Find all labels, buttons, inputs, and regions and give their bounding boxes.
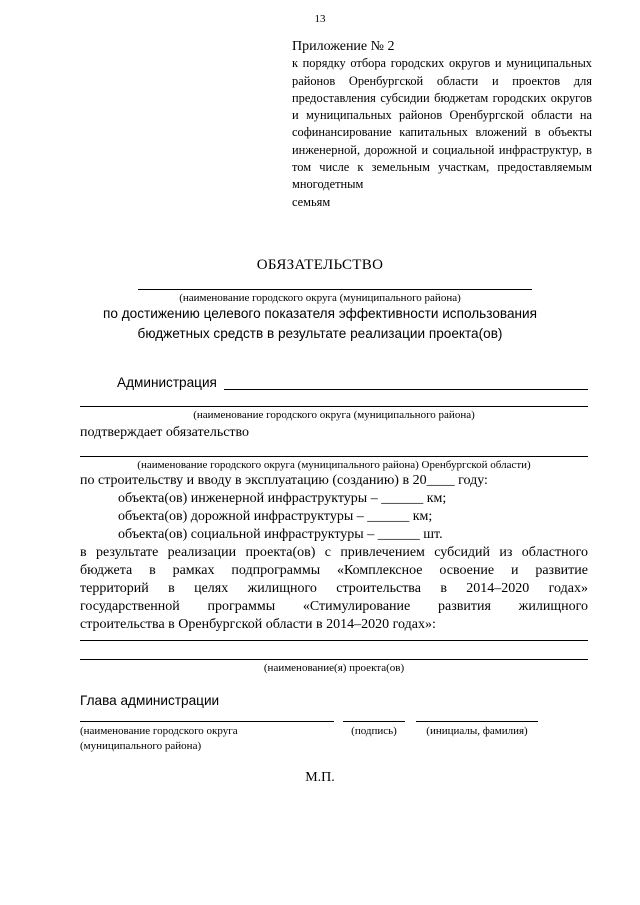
construction-item: объекта(ов) инженерной инфраструктуры – ______ км; (118, 491, 447, 506)
administration-label: Администрация (117, 375, 217, 390)
signature-municipality-caption-1: (наименование городского округа (80, 725, 238, 737)
construction-item: объекта(ов) социальной инфраструктуры – ______ шт. (118, 527, 443, 542)
purpose-line-2: бюджетных средств в результате реализации проекта(ов) (137, 326, 503, 341)
project-line (80, 640, 588, 641)
head-label: Глава администрации (80, 693, 220, 708)
program-line: в результате реализации проекта(ов) с привлечением субсидий из областного (80, 545, 588, 560)
municipality-line (138, 289, 532, 290)
confirms-text: подтверждает обязательство (80, 425, 250, 440)
page-number: 13 (314, 13, 326, 25)
construction-item: объекта(ов) дорожной инфраструктуры – ______ км; (118, 509, 433, 524)
signature-municipality-line (80, 721, 334, 722)
signature-line (343, 721, 405, 722)
oblast-line (80, 456, 588, 457)
administration-caption: (наименование городского округа (муниципального района) (193, 409, 475, 421)
signature-caption: (подпись) (351, 725, 397, 737)
program-line-last: строительства в Оренбургской области в 2014–2020 годах»: (80, 617, 436, 632)
program-line: бюджета в рамках подпрограммы «Комплексное освоение и развитие (80, 563, 588, 578)
appendix-block (292, 38, 592, 211)
name-caption: (инициалы, фамилия) (426, 725, 528, 737)
appendix-title: Приложение № 2 (292, 39, 395, 54)
project-line-2 (80, 659, 588, 660)
program-line: территорий в целях жилищного строительства в 2014–2020 годах» (80, 581, 588, 596)
name-line (416, 721, 538, 722)
oblast-caption: (наименование городского округа (муниципального района) Оренбургской области) (137, 459, 531, 471)
purpose-line-1: по достижению целевого показателя эффективности использования (103, 306, 537, 321)
municipality-caption: (наименование городского округа (муниципального района) (179, 292, 461, 304)
appendix-body-end: семьям (292, 194, 331, 209)
seal-label: М.П. (305, 770, 335, 785)
signature-municipality-caption-2: (муниципального района) (80, 740, 202, 752)
projects-caption: (наименование(я) проекта(ов) (263, 662, 405, 674)
program-line: государственной программы «Стимулирование развития жилищного (80, 599, 588, 614)
administration-line (224, 389, 588, 390)
administration-line-2 (80, 406, 588, 407)
document-title: ОБЯЗАТЕЛЬСТВО (256, 257, 384, 273)
appendix-body: к порядку отбора городских округов и муниципальных районов Оренбургской области и проектов для предоставления субсидии бюджетам городских округов и муниципальных районов Оренбургской области на софинансирование капитальных вложений в объекты инженерной, дорожной и социальной инфраструктур, в том числе к земельным участкам, предоставляемым многодетным (292, 56, 592, 192)
construction-intro: по строительству и вводу в эксплуатацию (созданию) в 20____ году: (80, 473, 488, 488)
